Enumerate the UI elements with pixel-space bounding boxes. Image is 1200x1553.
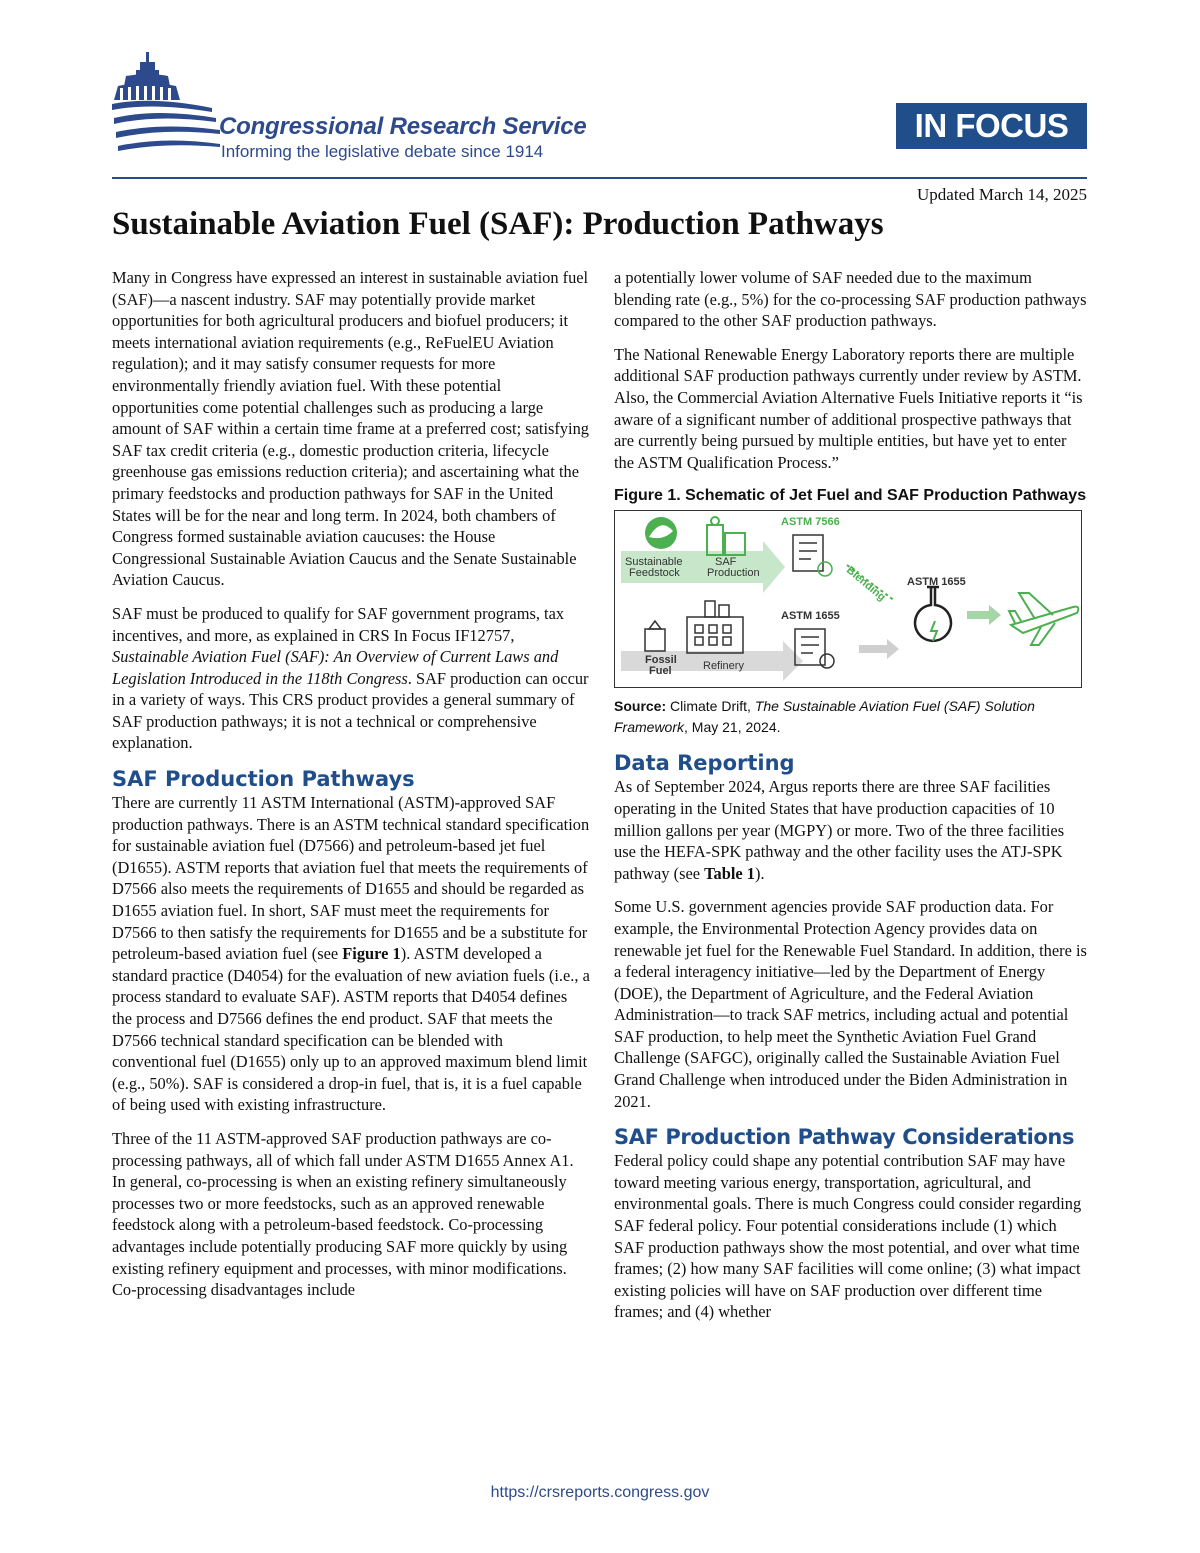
label-production: Production [707, 567, 760, 580]
co-processing-paragraph: Three of the 11 ASTM-approved SAF production pathways are co-processing pathways, all of which fall under ASTM D1655 Annex A1. In general, co-processing is when an existing refinery simultaneously processes two or more feedstocks, such as an approved renewable feedstock along with a petroleum-based feedstock. Co-processing advantages include potentially producing SAF more quickly by using existing refinery equipment and processes, with minor modifications. Co-processing disadvantages include [112, 1128, 574, 1300]
schematic-graphic [615, 511, 1082, 688]
figure-title: Figure 1. Schematic of Jet Fuel and SAF Production Pathways [614, 487, 1087, 505]
argus-paragraph: As of September 2024, Argus reports there are three SAF facilities operating in the United States that have production capacities of 10 million gallons per year (MGPY) or more. Two of the three facilities use the HEFA-SPK pathway and the other facility uses the ATJ-SPK pathway (see Table 1). [614, 777, 1065, 883]
airplane-icon [1009, 593, 1078, 645]
label-astm-7566: ASTM 7566 [781, 516, 840, 529]
label-sustainable: Sustainable [625, 556, 683, 569]
org-tagline: Informing the legislative debate since 1914 [221, 142, 544, 161]
fuel-flask-icon [915, 587, 951, 641]
section-heading-considerations: SAF Production Pathway Considerations [614, 1125, 1075, 1150]
page-title: Sustainable Aviation Fuel (SAF): Production Pathways [112, 206, 884, 242]
section-heading-production-pathways: SAF Production Pathways [112, 767, 415, 792]
label-astm-1655-top: ASTM 1655 [907, 576, 966, 589]
section-heading-data-reporting: Data Reporting [614, 751, 795, 776]
in-focus-badge: IN FOCUS [896, 103, 1087, 149]
org-name: Congressional Research Service [219, 113, 587, 140]
fossil-fuel-icon [645, 621, 665, 651]
agencies-paragraph: Some U.S. government agencies provide SAF production data. For example, the Environmental Protection Agency provides data on renewable jet fuel for the Renewable Fuel Standard. In addition, there is a federal interagency initiative—led by the Department of Energy (DOE), the Department of Agriculture, and the Federal Aviation Administration—to track SAF metrics, including actual and potential SAF production, to help meet the Synthetic Aviation Fuel Grand Challenge (SAFGC), originally called the Sustainable Aviation Fuel Grand Challenge when introduced under the Biden Administration in 2021. [614, 897, 1087, 1111]
right-column [614, 267, 1088, 1335]
considerations-paragraph: Federal policy could shape any potential contribution SAF may have toward meeting various energy, transportation, agricultural, and environmental goals. There is much Congress could consider regarding SAF federal policy. Four potential considerations include (1) which SAF production pathways show the most potential, and over what time frames; (2) how many SAF facilities will come online; (3) what impact existing policies will have on SAF production over different time frames; and (4) whether [614, 1151, 1082, 1322]
updated-date: Updated March 14, 2025 [917, 185, 1087, 204]
refinery-icon [687, 601, 743, 653]
table-1-link[interactable]: Table 1 [704, 863, 755, 883]
label-blending: Blending [843, 564, 888, 605]
crs-report-link[interactable]: Sustainable Aviation Fuel (SAF): An Overview of Current Laws and Legislation Introduced in the 118th Congress [112, 647, 559, 688]
saf-production-plant-icon [707, 517, 745, 555]
continued-paragraph: a potentially lower volume of SAF needed due to the maximum blending rate (e.g., 5%) for the co-processing SAF production pathways compared to the other SAF production pathways. [614, 268, 1087, 331]
figure-source: Source: Climate Drift, The Sustainable Aviation Fuel (SAF) Solution Framework, May 21, 2024. [614, 698, 1035, 736]
pathway-schematic-figure [614, 510, 1082, 688]
sustainable-feedstock-icon [645, 517, 677, 549]
pathways-paragraph: There are currently 11 ASTM International (ASTM)-approved SAF production pathways. There is an ASTM technical standard specification for sustainable aviation fuel (D7566) and petroleum-based jet fuel (D1655). ASTM reports that aviation fuel that meets the requirements of D7566 also meets the requirements of D1655 and should be regarded as D1655 aviation fuel. In short, SAF must meet the requirements for D7566 to then satisfy the requirements for D1655 and be a substitute for petroleum-based aviation fuel (see Figure 1). ASTM developed a standard practice (D4054) for the evaluation of new aviation fuels (i.e., a process standard to evaluate SAF). ASTM reports that D4054 defines the process and D7566 defines the end product. SAF that meets the D7566 technical standard specification can be blended with conventional fuel (D1655) only up to an approved maximum blend limit (e.g., 50%). SAF is considered a drop-in fuel, that is, it is a fuel capable of being used with existing infrastructure. [112, 793, 590, 1115]
footer-url-link[interactable]: https://crsreports.congress.gov [490, 1484, 710, 1501]
left-column [112, 267, 590, 1313]
header-rule [112, 177, 1087, 179]
nrel-paragraph: The National Renewable Energy Laboratory reports there are multiple additional SAF production pathways currently under review by ASTM. Also, the Commercial Aviation Alternative Fuels Initiative reports it “is aware of a significant number of additional prospective pathways that are currently being pursued by multiple entities, but have yet to enter the ASTM Qualification Process.” [614, 344, 1083, 472]
figure-1-link[interactable]: Figure 1 [342, 944, 401, 964]
label-feedstock: Feedstock [629, 567, 680, 580]
label-fossil: Fossil [645, 654, 677, 667]
intro-paragraph: Many in Congress have expressed an interest in sustainable aviation fuel (SAF)—a nascent industry. SAF may potentially provide market opportunities for both agricultural producers and biofuel producers; it meets international aviation requirements (e.g., ReFuelEU Aviation regulation); and it may satisfy consumer requests for more environmentally friendly aviation fuel. With these potential opportunities come potential challenges such as producing a large amount of SAF within a certain time frame at a preferred cost; satisfying SAF tax credit criteria (e.g., domestic production criteria, lifecycle greenhouse gas emissions reduction criteria); and ascertaining what the primary feedstocks and production pathways for SAF in the United States will be for the near and long term. In 2024, both chambers of Congress formed sustainable aviation caucuses: the House Congressional Sustainable Aviation Caucus and the Senate Sustainable Aviation Caucus. [112, 268, 590, 590]
label-astm-1655-mid: ASTM 1655 [781, 610, 840, 623]
label-saf: SAF [715, 556, 737, 569]
label-fuel: Fuel [649, 665, 672, 678]
astm-7566-document-icon [793, 535, 832, 576]
label-refinery: Refinery [703, 660, 744, 673]
capitol-dome-logo-icon [112, 52, 222, 164]
legislation-paragraph: SAF must be produced to qualify for SAF government programs, tax incentives, and more, as explained in CRS In Focus IF12757, Sustainable Aviation Fuel (SAF): An Overview of Current Laws and Legislation Introduced in the 118th Congress. SAF production can occur in a variety of ways. This CRS product provides a general summary of SAF production pathways; it is not a technical or comprehensive explanation. [112, 603, 589, 753]
